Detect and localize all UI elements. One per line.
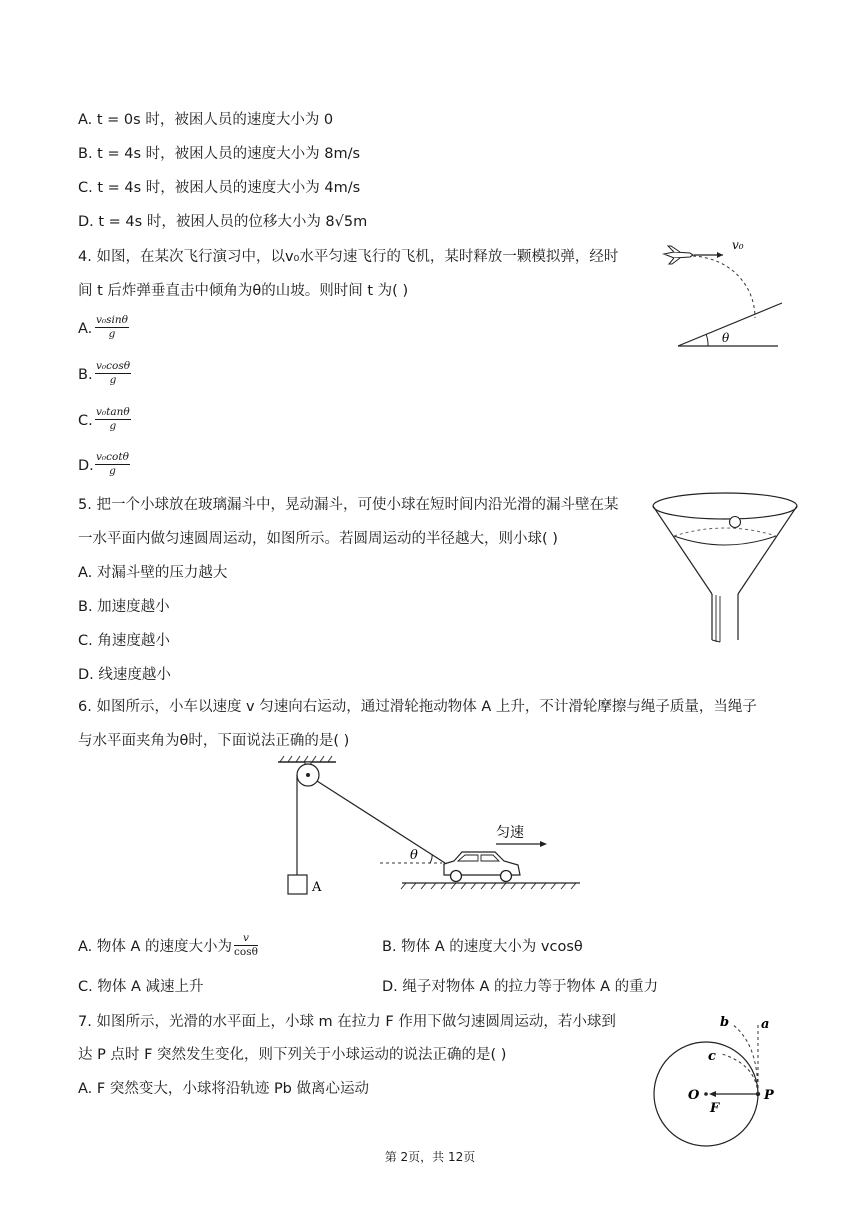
q4-option-b-numerator: v₀cosθ — [96, 360, 131, 372]
q6-option-a-fraction — [234, 932, 258, 959]
q6-option-b: B. 物体 A 的速度大小为 vcosθ — [382, 939, 583, 955]
q6-option-a-numerator: v — [234, 932, 258, 946]
q5-option-a: A. 对漏斗壁的压力越大 — [78, 565, 228, 581]
label-p: P — [764, 1088, 774, 1103]
q3-option-b: B. t = 4s 时，被困人员的速度大小为 8m/s — [78, 146, 361, 162]
q4-option-a-label: A. — [78, 321, 93, 337]
rope-slant — [317, 781, 445, 863]
q6-option-c: C. 物体 A 减速上升 — [78, 979, 204, 995]
q6-option-a-prefix: A. 物体 A 的速度大小为 — [78, 939, 233, 955]
block-a-label: A — [312, 880, 322, 895]
q4-stem-line1: 4. 如图，在某次飞行演习中，以v₀水平匀速飞行的飞机，某时释放一颗模拟弹，经时 — [78, 249, 619, 265]
q4-option-d-label: D. — [78, 458, 94, 474]
q7-option-a: A. F 突然变大，小球将沿轨迹 Pb 做离心运动 — [78, 1081, 369, 1097]
block-a — [288, 875, 307, 894]
center-point — [704, 1092, 708, 1096]
car-icon — [444, 852, 520, 882]
q4-option-a-numerator: v₀sinθ — [96, 314, 128, 326]
q6-stem-line2: 与水平面夹角为θ时，下面说法正确的是( ) — [78, 733, 350, 749]
q4-option-a-denominator: g — [108, 328, 116, 340]
q5-stem-line2: 一水平面内做匀速圆周运动，如图所示。若圆周运动的半径越大，则小球( ) — [78, 531, 558, 547]
trajectory-dashed — [693, 256, 755, 318]
airplane-icon — [664, 246, 693, 264]
label-b: b — [720, 1015, 730, 1030]
q4-option-b-fraction — [95, 360, 131, 387]
q4-option-c-fraction — [95, 406, 131, 433]
q4-option-c-denominator: g — [109, 420, 117, 432]
q6-stem-line1: 6. 如图所示，小车以速度 v 匀速向右运动，通过滑轮拖动物体 A 上升，不计滑轮摩擦与绳子质量，当绳子 — [78, 699, 757, 715]
q6-option-a-denominator: cosθ — [234, 946, 258, 958]
q4-option-a-fraction — [95, 314, 129, 341]
ball — [730, 517, 741, 528]
q4-figure-v0-label: v₀ — [732, 238, 744, 252]
q7-circle-figure — [648, 1010, 788, 1150]
q4-option-d-numerator: v₀cotθ — [96, 451, 129, 463]
q5-option-b: B. 加速度越小 — [78, 599, 170, 615]
q4-figure-angle-label: θ — [722, 331, 730, 345]
q5-option-d: D. 线速度越小 — [78, 667, 171, 683]
q4-stem-line2: 间 t 后炸弹垂直击中倾角为θ的山坡。则时间 t 为( ) — [78, 283, 409, 299]
label-f: F — [710, 1101, 720, 1116]
page-footer: 第 2页，共 12页 — [384, 1150, 476, 1164]
q3-option-a: A. t = 0s 时，被困人员的速度大小为 0 — [78, 112, 334, 128]
q4-option-d-denominator: g — [109, 465, 116, 477]
path-pc — [722, 1054, 758, 1094]
q7-stem-line2: 达 P 点时 F 突然发生变化，则下列关于小球运动的说法正确的是( ) — [78, 1047, 507, 1063]
label-a: a — [761, 1017, 770, 1032]
q5-option-c: C. 角速度越小 — [78, 633, 170, 649]
q5-funnel-figure — [650, 492, 800, 647]
q6-pulley-figure — [270, 755, 590, 905]
label-c: c — [708, 1049, 716, 1064]
q5-stem-line1: 5. 把一个小球放在玻璃漏斗中，晃动漏斗，可使小球在短时间内沿光滑的漏斗壁在某 — [78, 497, 619, 513]
q4-option-c-label: C. — [78, 413, 93, 429]
q4-option-b-label: B. — [78, 367, 93, 383]
label-o: O — [688, 1088, 700, 1103]
q4-option-d-fraction — [95, 451, 130, 478]
q7-stem-line1: 7. 如图所示，光滑的水平面上，小球 m 在拉力 F 作用下做匀速圆周运动，若小球到 — [78, 1014, 616, 1030]
q6-option-d: D. 绳子对物体 A 的拉力等于物体 A 的重力 — [382, 979, 659, 995]
q3-option-d: D. t = 4s 时，被困人员的位移大小为 8√5m — [78, 214, 368, 230]
q6-angle-label: θ — [410, 848, 418, 863]
q4-figure — [660, 240, 790, 355]
slope-line — [678, 303, 782, 346]
q4-option-c-numerator: v₀tanθ — [96, 406, 130, 418]
q6-speed-label: 匀速 — [496, 825, 524, 841]
q3-option-c: C. t = 4s 时，被困人员的速度大小为 4m/s — [78, 180, 361, 196]
q4-option-b-denominator: g — [109, 374, 117, 386]
